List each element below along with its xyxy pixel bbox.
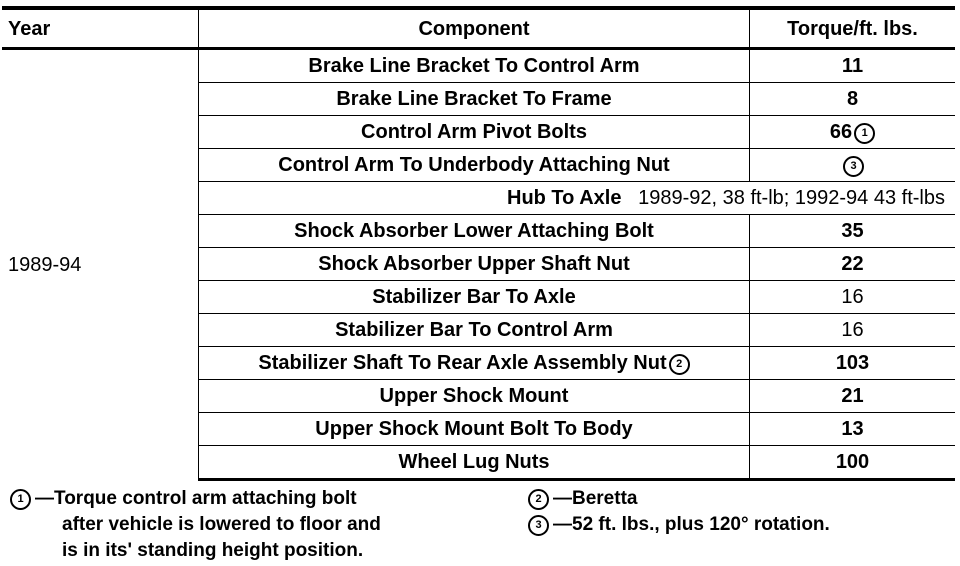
- footnote-text: —Torque control arm attaching bolt: [35, 488, 357, 509]
- component-cell: Control Arm To Underbody Attaching Nut: [199, 149, 750, 182]
- component-cell: Stabilizer Bar To Axle: [199, 281, 750, 314]
- torque-cell: 11: [750, 49, 956, 83]
- footnote-marker-icon: 2: [528, 489, 549, 510]
- component-label: Hub To Axle: [507, 187, 622, 209]
- component-header: Component: [199, 8, 750, 49]
- torque-cell: [750, 149, 956, 182]
- year-header: Year: [2, 8, 199, 49]
- footnote-marker-icon: 3: [843, 156, 864, 177]
- footnote-marker-icon: 1: [854, 123, 875, 144]
- footnote-text: —52 ft. lbs., plus 120° rotation.: [553, 514, 830, 535]
- torque-cell: [750, 116, 956, 149]
- torque-spec-table: [2, 6, 955, 481]
- footnote-text: is in its' standing height position.: [62, 540, 364, 561]
- component-cell: Stabilizer Bar To Control Arm: [199, 314, 750, 347]
- footnote-text: —Beretta: [553, 488, 638, 509]
- footnote-text: after vehicle is lowered to floor and: [62, 514, 381, 535]
- footnotes: [8, 486, 958, 564]
- torque-cell: 22: [750, 248, 956, 281]
- footnote-3: [526, 512, 830, 538]
- torque-cell: 21: [750, 380, 956, 413]
- torque-header: Torque/ft. lbs.: [750, 8, 956, 49]
- component-cell: Brake Line Bracket To Control Arm: [199, 49, 750, 83]
- torque-cell: 16: [750, 314, 956, 347]
- footnote-marker-icon: 2: [669, 354, 690, 375]
- merged-hub-cell: [199, 182, 956, 215]
- year-cell: 1989-94: [8, 253, 82, 276]
- footnote-2: [526, 486, 637, 512]
- footnote-marker-icon: 3: [528, 515, 549, 536]
- footnote-1: [8, 486, 381, 564]
- torque-cell: 16: [750, 281, 956, 314]
- component-label: Stabilizer Shaft To Rear Axle Assembly Nut: [258, 352, 667, 374]
- component-cell: Control Arm Pivot Bolts: [199, 116, 750, 149]
- torque-cell: 103: [750, 347, 956, 380]
- component-cell: [199, 347, 750, 380]
- component-cell: Shock Absorber Upper Shaft Nut: [199, 248, 750, 281]
- hub-torque-text: 1989-92, 38 ft-lb; 1992-94 43 ft-lbs: [638, 187, 945, 209]
- component-cell: Brake Line Bracket To Frame: [199, 83, 750, 116]
- component-cell: Upper Shock Mount: [199, 380, 750, 413]
- footnote-marker-icon: 1: [10, 489, 31, 510]
- torque-value: 66: [829, 121, 853, 143]
- component-cell: Shock Absorber Lower Attaching Bolt: [199, 215, 750, 248]
- header-row: [2, 8, 955, 49]
- torque-cell: 8: [750, 83, 956, 116]
- component-cell: Upper Shock Mount Bolt To Body: [199, 413, 750, 446]
- torque-cell: 35: [750, 215, 956, 248]
- torque-cell: 100: [750, 446, 956, 480]
- component-cell: Wheel Lug Nuts: [199, 446, 750, 480]
- table-row: [2, 49, 955, 83]
- torque-cell: 13: [750, 413, 956, 446]
